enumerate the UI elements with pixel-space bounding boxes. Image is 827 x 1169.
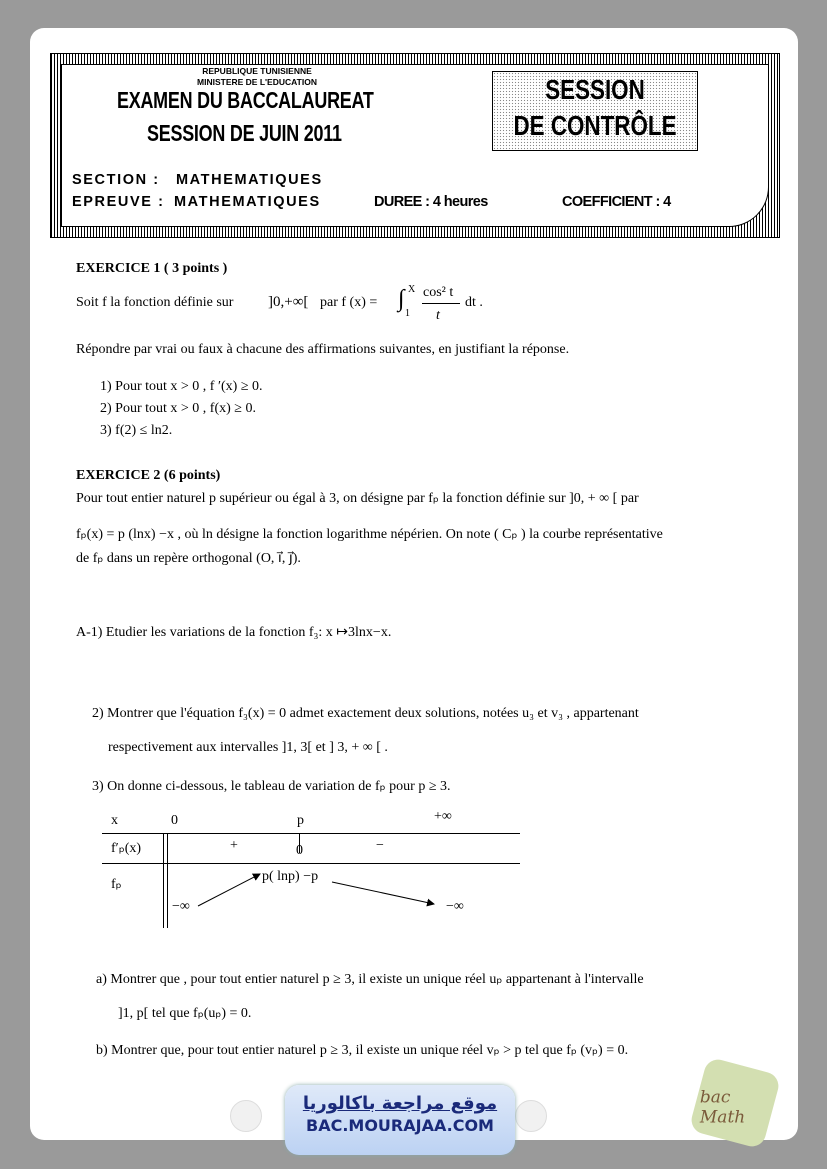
fraction-denominator: t: [436, 308, 440, 323]
table-x-label: x: [111, 813, 118, 828]
question-a2-line1: 2) Montrer que l'équation f₃(x) = 0 admet exactement deux solutions, notées u₃ et v₃ , appartenant: [92, 706, 639, 721]
site-banner[interactable]: [285, 1085, 515, 1155]
document-page: [30, 28, 798, 1140]
question-a2-line2: respectivement aux intervalles ]1, 3[ et ] 3, + ∞ [ .: [108, 740, 388, 755]
integral-sign: ∫: [398, 286, 405, 312]
session-box-line2: DE CONTRÔLE: [513, 110, 677, 141]
ex2-intro-line3: de fₚ dans un repère orthogonal (O, i⃗, j⃗).: [76, 551, 301, 566]
ex1-item-2: 2) Pour tout x > 0 , f(x) ≥ 0.: [100, 401, 256, 416]
header-panel: [61, 64, 769, 227]
table-left-limit: −∞: [172, 899, 190, 914]
exercise1-title: EXERCICE 1 ( 3 points ): [76, 261, 228, 276]
session-title: SESSION DE JUIN 2011: [147, 120, 342, 146]
coefficient-label: COEFFICIENT : 4: [562, 194, 671, 210]
question-a-line1: a) Montrer que , pour tout entier naturel p ≥ 3, il existe un unique réel uₚ appartenant à l'intervalle: [96, 972, 644, 987]
exam-header: [50, 53, 780, 238]
duree-label: DUREE : 4 heures: [374, 194, 488, 210]
table-plus-sign: +: [230, 838, 238, 853]
left-logo-icon: [230, 1100, 262, 1132]
table-f-label: fₚ: [111, 877, 122, 892]
decreasing-arrow: [332, 882, 434, 904]
variation-table: [80, 808, 530, 938]
exam-title: EXAMEN DU BACCALAUREAT: [117, 87, 374, 113]
table-x0: 0: [171, 813, 178, 828]
ex1-interval: ]0,+∞[: [268, 294, 309, 310]
fraction-numerator: cos² t: [423, 285, 454, 300]
question-b: b) Montrer que, pour tout entier naturel p ≥ 3, il existe un unique réel vₚ > p tel que fₚ (vₚ) = 0.: [96, 1043, 629, 1058]
exercise2-title: EXERCICE 2 (6 points): [76, 468, 221, 483]
table-xinf: +∞: [434, 809, 452, 824]
republic-label: REPUBLIQUE TUNISIENNE: [202, 66, 312, 76]
bacmath-logo: [688, 1056, 781, 1149]
table-zero: 0: [296, 843, 303, 858]
bacmath-logo-text: bac Math: [699, 1087, 746, 1128]
banner-site-url[interactable]: BAC.MOURAJAA.COM: [306, 1116, 494, 1135]
integral-lower-bound: 1: [405, 308, 410, 319]
ex1-statement-start: Soit f la fonction définie sur: [76, 295, 234, 310]
banner-arabic-text: موقع مراجعة باكالوريا: [302, 1093, 498, 1114]
variation-arrows: [80, 808, 530, 938]
table-xp: p: [297, 813, 304, 828]
right-logo-icon: [515, 1100, 547, 1132]
table-minus-sign: −: [376, 838, 384, 853]
ex1-statement-fx: par f (x) =: [320, 295, 378, 310]
epreuve-value: MATHEMATIQUES: [174, 194, 321, 210]
ex1-item-3: 3) f(2) ≤ ln2.: [100, 423, 173, 438]
ex1-statement-dt: dt .: [465, 295, 483, 310]
section-value: MATHEMATIQUES: [176, 172, 323, 188]
ex2-intro-line2: fₚ(x) = p (lnx) −x , où ln désigne la fonction logarithme népérien. On note ( Cₚ ) la courbe représentative: [76, 527, 663, 542]
session-box-line1: SESSION: [545, 74, 645, 105]
section-label: SECTION :: [72, 172, 160, 188]
ex2-intro-line1: Pour tout entier naturel p supérieur ou égal à 3, on désigne par fₚ la fonction définie sur ]0, + ∞ [ par: [76, 491, 639, 506]
table-fprime-label: f′ₚ(x): [111, 841, 142, 856]
ex1-instruction: Répondre par vrai ou faux à chacune des affirmations suivantes, en justifiant la réponse.: [76, 342, 570, 357]
question-a-line2: ]1, p[ tel que fₚ(uₚ) = 0.: [118, 1006, 252, 1021]
ministry-label: MINISTERE DE L'EDUCATION: [197, 77, 317, 87]
epreuve-label: EPREUVE :: [72, 194, 165, 210]
question-a3: 3) On donne ci-dessous, le tableau de variation de fₚ pour p ≥ 3.: [92, 779, 451, 794]
table-right-limit: −∞: [446, 899, 464, 914]
integral-upper-bound: X: [408, 284, 416, 295]
session-box: [492, 71, 698, 151]
ex1-item-1: 1) Pour tout x > 0 , f ′(x) ≥ 0.: [100, 379, 263, 394]
increasing-arrow: [198, 874, 260, 906]
question-a1: A-1) Etudier les variations de la fonction f₃: x ↦3lnx−x.: [76, 625, 392, 640]
fraction-bar: [422, 303, 460, 304]
table-max-value: p( lnp) −p: [262, 869, 319, 884]
